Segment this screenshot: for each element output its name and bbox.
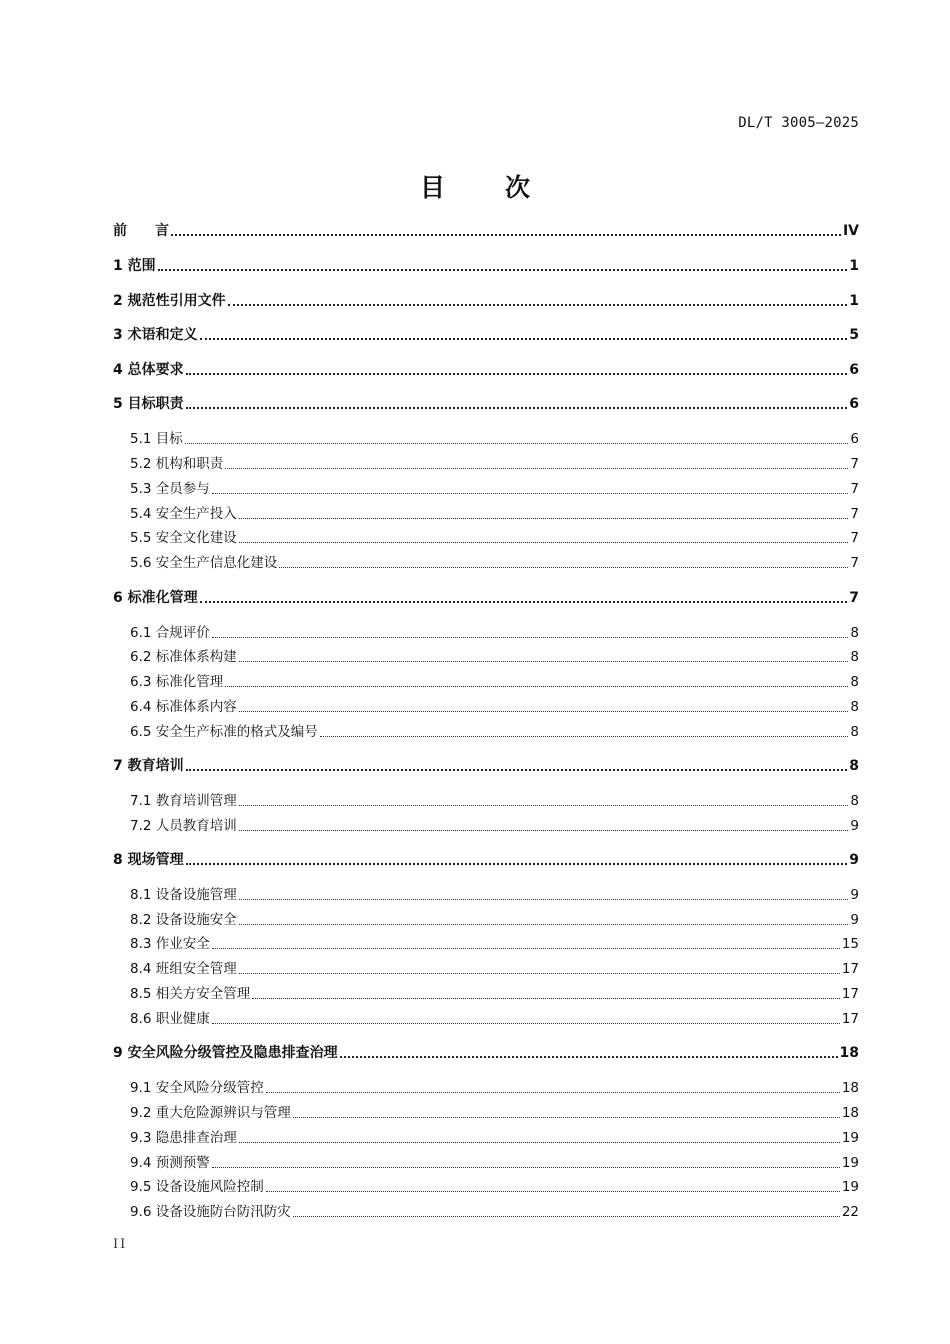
toc-entry-page: 19 (841, 1130, 859, 1146)
toc-section-row[interactable] (130, 907, 859, 929)
toc-chapter-row[interactable] (113, 288, 859, 310)
toc-entry-number: 5.3 (130, 481, 156, 497)
page-title: 目次 (419, 173, 590, 202)
toc-entry-number: 6 (113, 590, 128, 606)
toc-entry-label: 重大危险源辨识与管理 (155, 1105, 291, 1121)
toc-section-row[interactable] (130, 719, 859, 741)
toc-entry-page: 7 (850, 555, 859, 571)
toc-entry-number: 3 (113, 327, 128, 343)
dot-leader (239, 805, 849, 806)
toc-entry-page: 9 (849, 852, 859, 868)
toc-entry-number: 9.5 (130, 1179, 156, 1195)
dot-leader (186, 863, 848, 865)
toc-entry-label: 设备设施安全 (155, 912, 237, 928)
toc-entry-page: 17 (841, 986, 859, 1002)
toc-section-row[interactable] (130, 1100, 859, 1122)
toc-chapter-row[interactable] (113, 1040, 859, 1062)
dot-leader (171, 234, 841, 236)
toc-entry-label: 相关方安全管理 (155, 986, 251, 1002)
dot-leader (212, 948, 840, 949)
dot-leader (320, 736, 849, 737)
toc-entry-label: 标准体系内容 (155, 699, 237, 715)
toc-entry-label: 教育培训 (127, 758, 184, 774)
toc-entry-page: 18 (841, 1105, 859, 1121)
toc-entry-page: 1 (849, 293, 859, 309)
toc-entry-number: 8.2 (130, 912, 156, 928)
toc-entry-number: 7.1 (130, 793, 156, 809)
toc-entry-number: 8.1 (130, 887, 156, 903)
toc-entry-number: 5.4 (130, 506, 156, 522)
toc-section-row[interactable] (130, 1199, 859, 1221)
toc-entry-label: 标准化管理 (155, 674, 224, 690)
toc-entry-page: 6 (850, 431, 859, 447)
dot-leader (239, 899, 849, 900)
toc-section-row[interactable] (130, 788, 859, 810)
dot-leader (239, 518, 849, 519)
dot-leader (225, 686, 848, 687)
toc-entry-number: 2 (113, 293, 128, 309)
toc-entry-label: 机构和职责 (155, 456, 224, 472)
dot-leader (239, 711, 849, 712)
toc-entry-page: 8 (850, 674, 859, 690)
dot-leader (293, 1216, 840, 1217)
toc-entry-page: 7 (850, 506, 859, 522)
toc-section-row[interactable] (130, 956, 859, 978)
toc-entry-number: 8.6 (130, 1011, 156, 1027)
toc-chapter-row[interactable] (113, 218, 859, 240)
toc-entry-label: 安全风险分级管控 (155, 1080, 264, 1096)
toc-chapter-row[interactable] (113, 391, 859, 413)
toc-entry-number: 8.3 (130, 936, 156, 952)
toc-entry-page: 18 (841, 1080, 859, 1096)
dot-leader (200, 338, 848, 340)
toc-section-row[interactable] (130, 426, 859, 448)
toc-entry-page: 8 (850, 699, 859, 715)
toc-entry-number: 5.6 (130, 555, 156, 571)
toc-entry-number: 5 (113, 396, 128, 412)
toc-section-row[interactable] (130, 882, 859, 904)
toc-entry-label: 范围 (127, 258, 156, 274)
page-number: II (113, 1237, 128, 1252)
toc-entry-number: 8 (113, 852, 128, 868)
toc-entry-number: 8.4 (130, 961, 156, 977)
dot-leader (158, 269, 848, 271)
toc-entry-number: 8.5 (130, 986, 156, 1002)
toc-section-row[interactable] (130, 1075, 859, 1097)
toc-entry-number: 6.3 (130, 674, 156, 690)
toc-entry-page: 19 (841, 1179, 859, 1195)
toc-section-row[interactable] (130, 1150, 859, 1172)
toc-entry-label: 现场管理 (127, 852, 184, 868)
toc-entry-number: 6.4 (130, 699, 156, 715)
toc-entry-label: 设备设施防台防汛防灾 (155, 1204, 291, 1220)
toc-entry-label: 人员教育培训 (155, 818, 237, 834)
toc-entry-page: 6 (849, 362, 859, 378)
toc-entry-number: 9.6 (130, 1204, 156, 1220)
toc-entry-label: 规范性引用文件 (127, 293, 226, 309)
toc-entry-label: 术语和定义 (127, 327, 198, 343)
toc-entry-label: 标准化管理 (127, 590, 198, 606)
toc-entry-page: 18 (839, 1045, 859, 1061)
toc-entry-number: 5.1 (130, 431, 156, 447)
toc-entry-page: 1 (849, 258, 859, 274)
toc-entry-number: 9.3 (130, 1130, 156, 1146)
toc-entry-number: 5.2 (130, 456, 156, 472)
toc-entry-label: 安全生产投入 (155, 506, 237, 522)
toc-entry-number: 6.2 (130, 649, 156, 665)
dot-leader (239, 830, 849, 831)
toc-entry-label: 前 言 (113, 223, 169, 239)
dot-leader (239, 542, 849, 543)
toc-entry-label: 安全文化建设 (155, 530, 237, 546)
toc-entry-number: 9.2 (130, 1105, 156, 1121)
toc-entry-label: 全员参与 (155, 481, 210, 497)
toc-entry-page: 7 (850, 530, 859, 546)
toc-section-row[interactable] (130, 1125, 859, 1147)
toc-entry-label: 设备设施风险控制 (155, 1179, 264, 1195)
toc-entry-number: 1 (113, 258, 128, 274)
toc-entry-label: 目标职责 (127, 396, 184, 412)
dot-leader (293, 1117, 840, 1118)
toc-entry-page: 5 (849, 327, 859, 343)
toc-entry-number: 7.2 (130, 818, 156, 834)
dot-leader (212, 1023, 840, 1024)
toc-entry-page: 8 (850, 649, 859, 665)
toc-entry-label: 班组安全管理 (155, 961, 237, 977)
toc-entry-page: 19 (841, 1155, 859, 1171)
toc-chapter-row[interactable] (113, 847, 859, 869)
toc-entry-number: 6.1 (130, 625, 156, 641)
toc-section-row[interactable] (130, 981, 859, 1003)
toc-entry-label: 设备设施管理 (155, 887, 237, 903)
toc-entry-label: 作业安全 (155, 936, 210, 952)
toc-section-row[interactable] (130, 644, 859, 666)
toc-entry-label: 预测预警 (155, 1155, 210, 1171)
toc-section-row[interactable] (130, 550, 859, 572)
toc-section-row[interactable] (130, 669, 859, 691)
dot-leader (212, 1167, 840, 1168)
toc-entry-label: 教育培训管理 (155, 793, 237, 809)
toc-entry-number: 7 (113, 758, 128, 774)
toc-entry-label: 安全生产信息化建设 (155, 555, 278, 571)
toc-entry-label: 职业健康 (155, 1011, 210, 1027)
dot-leader (239, 924, 849, 925)
toc-chapter-row[interactable] (113, 357, 859, 379)
toc-entry-label: 目标 (155, 431, 183, 447)
toc-entry-page: 7 (850, 456, 859, 472)
toc-entry-number: 9.1 (130, 1080, 156, 1096)
dot-leader (252, 998, 840, 999)
dot-leader (225, 468, 848, 469)
toc-entry-page: 17 (841, 1011, 859, 1027)
toc-entry-page: 8 (850, 793, 859, 809)
dot-leader (239, 1142, 840, 1143)
dot-leader (212, 637, 849, 638)
toc-entry-page: 9 (850, 887, 859, 903)
toc-section-row[interactable] (130, 1006, 859, 1028)
toc-entry-page: IV (842, 223, 859, 239)
toc-section-row[interactable] (130, 813, 859, 835)
dot-leader (212, 493, 849, 494)
toc-entry-page: 7 (849, 590, 859, 606)
toc-entry-label: 隐患排查治理 (155, 1130, 237, 1146)
toc-section-row[interactable] (130, 476, 859, 498)
toc-entry-page: 17 (841, 961, 859, 977)
toc-entry-label: 标准体系构建 (155, 649, 237, 665)
toc-section-row[interactable] (130, 694, 859, 716)
toc-entry-page: 22 (841, 1204, 859, 1220)
toc-entry-page: 8 (850, 724, 859, 740)
toc-entry-page: 9 (850, 818, 859, 834)
toc-entry-page: 8 (849, 758, 859, 774)
toc-entry-page: 9 (850, 912, 859, 928)
dot-leader (266, 1191, 840, 1192)
toc-entry-label: 安全生产标准的格式及编号 (155, 724, 318, 740)
document-code: DL/T 3005—2025 (738, 115, 859, 131)
toc-entry-page: 6 (849, 396, 859, 412)
toc-entry-number: 9.4 (130, 1155, 156, 1171)
toc-chapter-row[interactable] (113, 322, 859, 344)
dot-leader (266, 1092, 840, 1093)
toc-section-row[interactable] (130, 525, 859, 547)
toc-entry-number: 5.5 (130, 530, 156, 546)
toc-section-row[interactable] (130, 451, 859, 473)
toc-entry-label: 总体要求 (127, 362, 184, 378)
dot-leader (239, 973, 840, 974)
toc-chapter-row[interactable] (113, 753, 859, 775)
dot-leader (239, 661, 849, 662)
toc-entry-label: 安全风险分级管控及隐患排查治理 (127, 1045, 338, 1061)
dot-leader (228, 304, 848, 306)
toc-section-row[interactable] (130, 620, 859, 642)
toc-entry-label: 合规评价 (155, 625, 210, 641)
toc-section-row[interactable] (130, 1174, 859, 1196)
dot-leader (340, 1056, 838, 1058)
toc-entry-number: 6.5 (130, 724, 156, 740)
toc-chapter-row[interactable] (113, 585, 859, 607)
dot-leader (279, 567, 848, 568)
dot-leader (186, 407, 848, 409)
toc-entry-page: 15 (841, 936, 859, 952)
toc-entry-number: 9 (113, 1045, 128, 1061)
dot-leader (186, 373, 848, 375)
toc-section-row[interactable] (130, 501, 859, 523)
toc-section-row[interactable] (130, 931, 859, 953)
toc-chapter-row[interactable] (113, 253, 859, 275)
dot-leader (200, 601, 848, 603)
dot-leader (186, 769, 848, 771)
toc-entry-page: 7 (850, 481, 859, 497)
toc-entry-page: 8 (850, 625, 859, 641)
dot-leader (185, 443, 849, 444)
toc-entry-number: 4 (113, 362, 128, 378)
